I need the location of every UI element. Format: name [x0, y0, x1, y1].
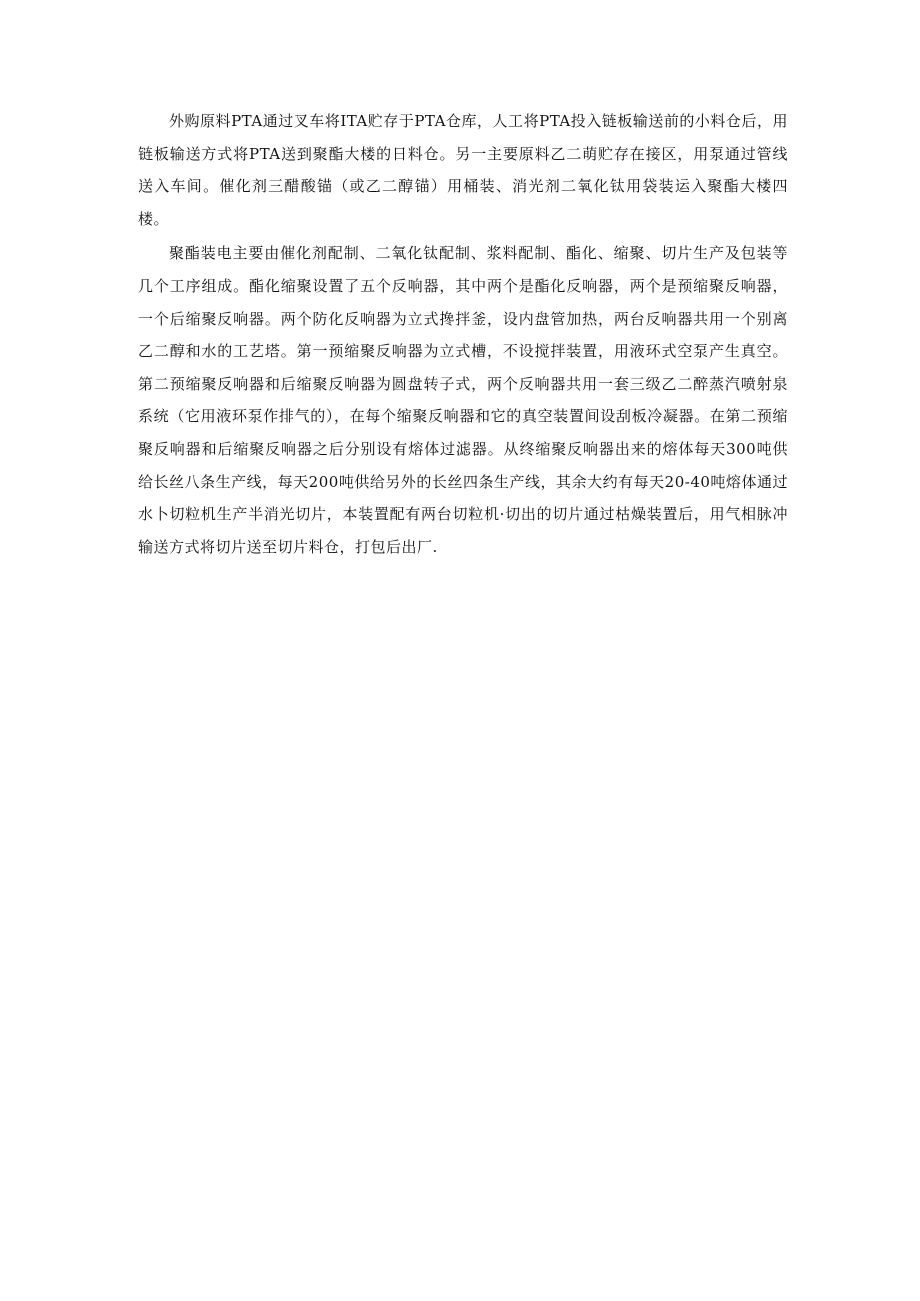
paragraph-polyester-process: 聚酯装电主要由催化剂配制、二氧化钛配制、浆料配制、酯化、缩聚、切片生产及包装等几个工序组成。酯化缩聚设置了五个反响器，其中两个是酯化反响器，两个是预缩聚反响器，一个后缩聚反响器。两个防化反响器为立式搀拌釜，设内盘管加热，两台反响器共用一个别离乙二醇和水的工艺塔。第一预缩聚反响器为立式槽，不设搅拌装置，用液环式空泵产生真空。第二预缩聚反响器和后缩聚反响器为圆盘转子式，两个反响器共用一套三级乙二醉蒸汽喷射泉系统（它用液环泵作排气的），在每个缩聚反响器和它的真空装置间设刮板冷凝器。在第二预缩聚反响器和后缩聚反响器之后分别设有熔体过滤器。从终缩聚反响器出来的熔体每天300吨供给长丝八条生产线，每天200吨供给另外的长丝四条生产线，其余大约有每天20-40吨熔体通过水卜切粒机生产半消光切片，本装置配有两台切粒机·切出的切片通过枯燥装置后，用气相脉冲输送方式将切片送至切片料仓，打包后出厂.: [138, 244, 788, 556]
paragraph-raw-material-transport: 外购原料PTA通过叉车将ITA贮存于PTA仓库，人工将PTA投入链板输送前的小料仓后，用链板输送方式将PTA送到聚酯大楼的日料仓。另一主要原料乙二萌贮存在接区，用泵通过管线送入车间。催化剂三醋酸锚（或乙二醇锚）用桶装、消光剂二氧化钛用袋装运入聚酯大楼四楼。: [138, 112, 788, 228]
document-body: [138, 105, 788, 565]
